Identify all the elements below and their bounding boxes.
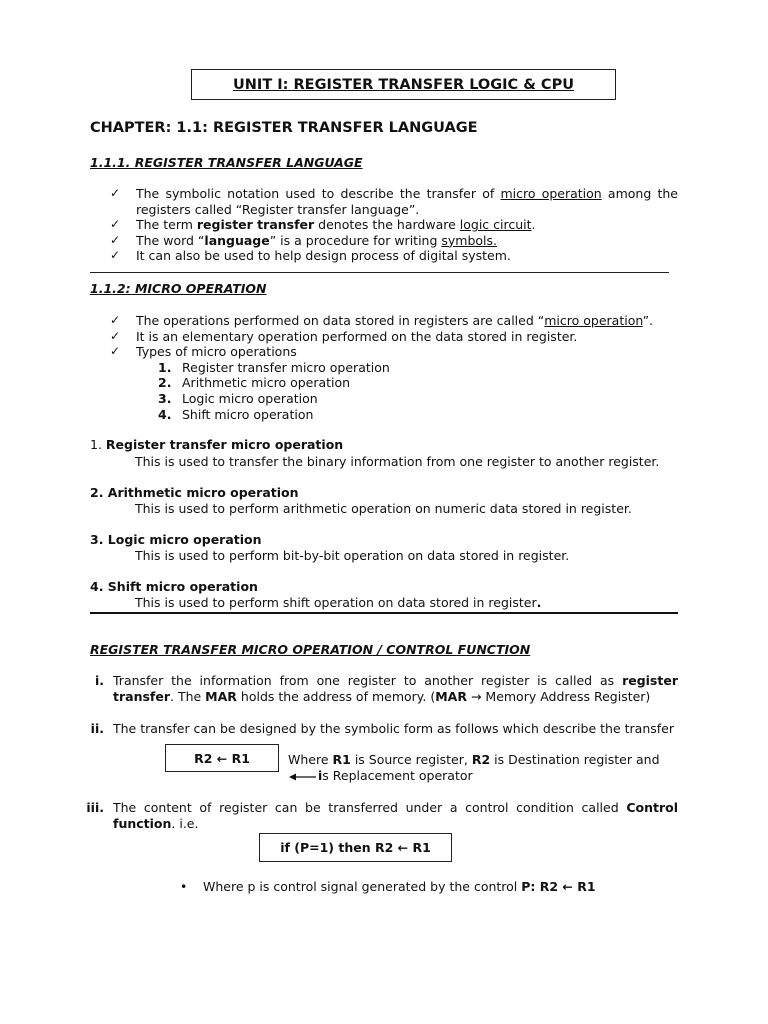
point-i: i. Transfer the information from one register to another register is called as register transfer. The MAR holds the address of memory. (MAR → Memory Address Register) bbox=[94, 673, 678, 704]
micro-op-description: This is used to transfer the binary information from one register to another register. bbox=[135, 454, 660, 469]
notation-explanation: Where R1 is Source register, R2 is Destination register and is Replacement operator bbox=[288, 752, 660, 783]
list-item: ✓ Types of micro operations 1. Register transfer micro operation 2. Arithmetic micro operation 3. Logic micro operation 4. Shift micro operation bbox=[110, 344, 678, 422]
point-ii: ii. The transfer can be designed by the symbolic form as follows which describe the transfer bbox=[90, 721, 674, 736]
unit-title: UNIT I: REGISTER TRANSFER LOGIC & CPU bbox=[191, 69, 616, 100]
chapter-title: CHAPTER: 1.1: REGISTER TRANSFER LANGUAGE bbox=[90, 120, 478, 136]
divider bbox=[90, 272, 669, 273]
list-item: 4. Shift micro operation bbox=[158, 406, 314, 422]
micro-op-description: This is used to perform shift operation on data stored in register. bbox=[135, 595, 542, 610]
micro-op-title: 3. Logic micro operation bbox=[90, 532, 262, 547]
micro-op-title: 4. Shift micro operation bbox=[90, 579, 258, 594]
micro-op-types-list bbox=[136, 360, 678, 422]
list-item: ✓ The symbolic notation used to describe the transfer of micro operation among the registers called “Register transfer language”. bbox=[110, 186, 678, 217]
micro-op-bullet-list bbox=[110, 313, 678, 422]
control-condition-box: if (P=1) then R2 ← R1 bbox=[259, 833, 452, 862]
micro-op-description: This is used to perform bit-by-bit operation on data stored in register. bbox=[135, 548, 570, 563]
transfer-notation-box: R2 ← R1 bbox=[165, 744, 279, 772]
micro-op-description: This is used to perform arithmetic operation on numeric data stored in register. bbox=[135, 501, 632, 516]
section-heading-rtl: 1.1.1. REGISTER TRANSFER LANGUAGE bbox=[90, 155, 363, 170]
rtl-bullet-list bbox=[110, 186, 678, 264]
section-heading-control-function: REGISTER TRANSFER MICRO OPERATION / CONTROL FUNCTION bbox=[90, 642, 531, 657]
left-arrow-icon bbox=[288, 772, 318, 782]
list-item: ✓ The term register transfer denotes the hardware logic circuit. bbox=[110, 217, 678, 233]
point-iii: iii. The content of register can be transferred under a control condition called Control function. i.e. bbox=[86, 800, 678, 831]
control-signal-note: • Where p is control signal generated by the control P: R2 ← R1 bbox=[180, 879, 596, 894]
list-item: 1. Register transfer micro operation bbox=[158, 359, 390, 375]
list-item: ✓ It is an elementary operation performed on the data stored in register. bbox=[110, 329, 678, 345]
section-heading-micro-operation: 1.1.2: MICRO OPERATION bbox=[90, 281, 267, 296]
micro-op-title: 1. Register transfer micro operation bbox=[90, 437, 344, 452]
divider bbox=[90, 612, 678, 614]
list-item: ✓ The operations performed on data stored in registers are called “micro operation”. bbox=[110, 313, 678, 329]
list-item: 2. Arithmetic micro operation bbox=[158, 375, 351, 391]
list-item: 3. Logic micro operation bbox=[158, 390, 318, 406]
micro-op-title: 2. Arithmetic micro operation bbox=[90, 485, 299, 500]
list-item: ✓ The word “language” is a procedure for writing symbols. bbox=[110, 233, 678, 249]
list-item: ✓ It can also be used to help design process of digital system. bbox=[110, 248, 678, 264]
